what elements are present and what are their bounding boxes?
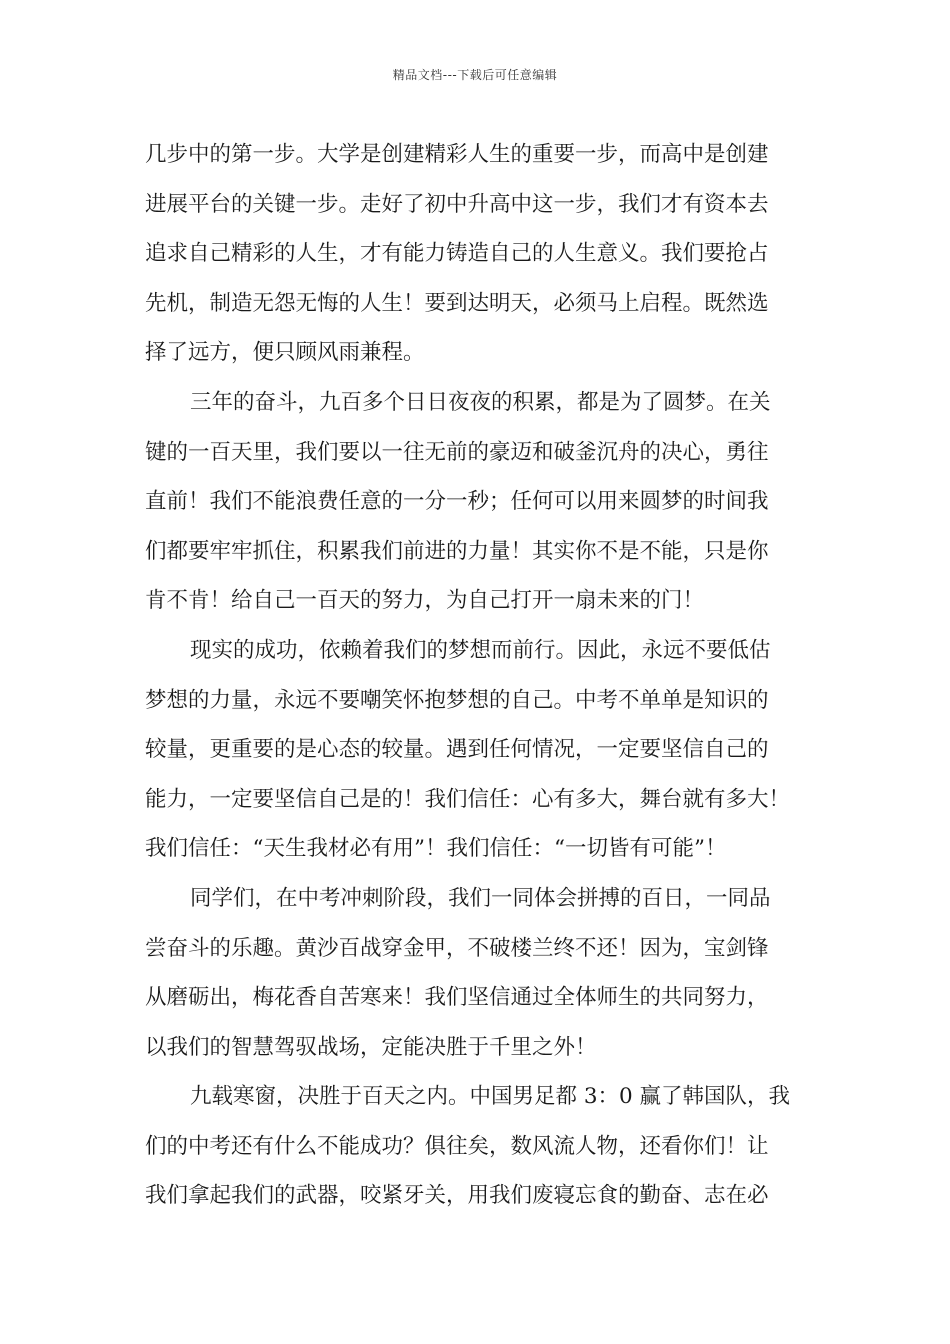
text-line: 较量，更重要的是心态的较量。遇到任何情况，一定要坚信自己的: [145, 737, 769, 763]
text-line: 们都要牢牢抓住，积累我们前进的力量！其实你不是不能，只是你: [145, 538, 769, 564]
page-header: 精品文档---下载后可任意编辑: [392, 68, 558, 82]
text-line: 以我们的智慧驾驭战场，定能决胜于千里之外！: [145, 1034, 597, 1060]
text-line: 三年的奋斗，九百多个日日夜夜的积累，都是为了圆梦。在关: [190, 389, 771, 415]
text-line: 能力，一定要坚信自己是的！我们信任：心有多大，舞台就有多大！: [145, 786, 791, 812]
document-body: [145, 130, 807, 1221]
text-line: 梦想的力量，永远不要嘲笑怀抱梦想的自己。中考不单单是知识的: [145, 687, 769, 713]
text-line: 我们拿起我们的武器，咬紧牙关，用我们废寝忘食的勤奋、志在必: [145, 1183, 769, 1209]
text-line: 九载寒窗，决胜于百天之内。中国男足都 3：0 赢了韩国队，我: [190, 1084, 791, 1110]
text-line: 从磨砺出，梅花香自苦寒来！我们坚信通过全体师生的共同努力，: [145, 985, 769, 1011]
text-line: 尝奋斗的乐趣。黄沙百战穿金甲，不破楼兰终不还！因为，宝剑锋: [145, 935, 769, 961]
text-line: 几步中的第一步。大学是创建精彩人生的重要一步，而高中是创建: [145, 142, 769, 167]
text-line: 先机，制造无怨无悔的人生！要到达明天，必须马上启程。既然选: [145, 290, 769, 316]
text-line: 直前！我们不能浪费任意的一分一秒；任何可以用来圆梦的时间我: [145, 489, 769, 515]
text-line: 追求自己精彩的人生，才有能力铸造自己的人生意义。我们要抢占: [145, 241, 769, 267]
text-line: 择了远方，便只顾风雨兼程。: [145, 340, 425, 366]
text-line: 我们信任：“天生我材必有用”！我们信任：“一切皆有可能”！: [145, 836, 727, 862]
text-line: 进展平台的关键一步。走好了初中升高中这一步，我们才有资本去: [145, 191, 769, 217]
text-line: 现实的成功，依赖着我们的梦想而前行。因此，永远不要低估: [190, 637, 771, 663]
text-line: 同学们，在中考冲刺阶段，我们一同体会拼搏的百日，一同品: [190, 885, 771, 911]
text-line: 肯不肯！给自己一百天的努力，为自己打开一扇未来的门！: [145, 588, 705, 614]
text-line: 们的中考还有什么不能成功？俱往矣，数风流人物，还看你们！让: [145, 1133, 769, 1159]
text-line: 键的一百天里，我们要以一往无前的豪迈和破釜沉舟的决心，勇往: [145, 439, 769, 465]
